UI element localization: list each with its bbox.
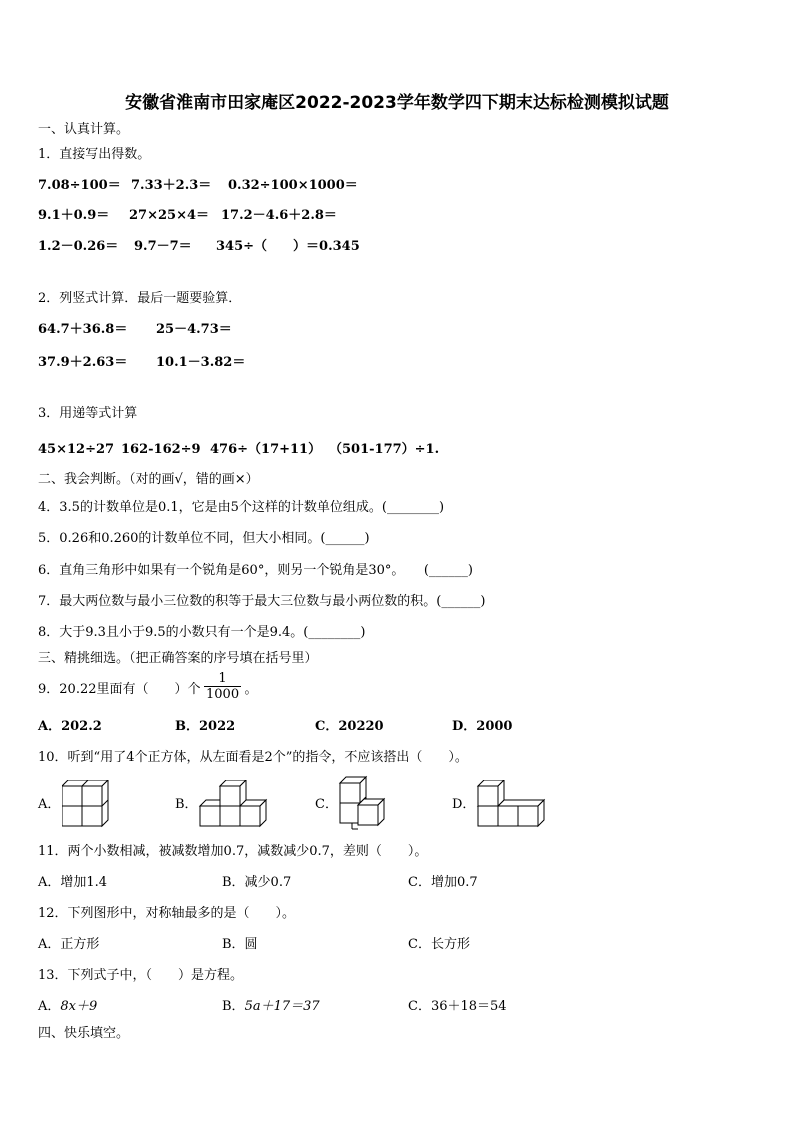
question-12-prompt: 12．下列图形中，对称轴最多的是（ ）。 <box>38 906 296 921</box>
q10-label-b: B． <box>175 797 198 812</box>
cube-figure-b <box>198 780 270 830</box>
q13-label-c: C． <box>408 999 431 1014</box>
q2-item: 25－4.73＝ <box>156 322 232 337</box>
cube-figure-a <box>62 780 112 830</box>
q12-option-c: C．长方形 <box>408 937 470 952</box>
q10-label-d: D． <box>452 797 476 812</box>
q1-row-2 <box>38 208 337 224</box>
q9-option-a: A．202.2 <box>38 719 102 734</box>
q1-item: 1.2－0.26＝ <box>38 239 119 254</box>
section-heading-1: 一、认真计算。 <box>38 122 130 137</box>
q10-label-a: A． <box>38 797 61 812</box>
q13-label-a: A． <box>38 999 61 1014</box>
q12-option-b: B．圆 <box>222 937 258 952</box>
cube-figure-c <box>338 775 390 831</box>
q9-prefix: 9．20.22里面有（ ）个 <box>38 682 201 697</box>
q9-option-c: C．20220 <box>315 719 384 734</box>
q2-item: 64.7＋36.8＝ <box>38 322 128 337</box>
q1-item: 7.08÷100＝ <box>38 178 121 193</box>
q9-suffix: 。 <box>244 682 258 697</box>
q1-row-1 <box>38 178 358 194</box>
q11-option-b: B．减少0.7 <box>222 875 292 890</box>
q9-option-d: D．2000 <box>452 719 513 734</box>
q1-item: 27×25×4＝ <box>129 208 210 223</box>
q3-item: （501-177）÷1. <box>329 442 440 457</box>
q2-item: 10.1－3.82＝ <box>156 355 246 370</box>
q13-option-c <box>408 999 507 1015</box>
q13-expr-c: 36＋18＝54 <box>430 999 507 1014</box>
q1-item: 7.33＋2.3＝ <box>131 178 212 193</box>
question-10-prompt: 10．听到“用了4个正方体，从左面看是2个”的指令，不应该搭出（ ）。 <box>38 750 468 765</box>
q3-item: 476÷（17+11） <box>210 442 322 457</box>
judge-question-8: 8．大于9.3且小于9.5的小数只有一个是9.4。(________) <box>38 625 366 640</box>
question-3-prompt: 3．用递等式计算 <box>38 406 138 421</box>
question-13-prompt: 13．下列式子中，（ ）是方程。 <box>38 968 244 983</box>
q11-option-c: C．增加0.7 <box>408 875 478 890</box>
judge-question-6: 6．直角三角形中如果有一个锐角是60°，则另一个锐角是30°。 (______) <box>38 563 473 578</box>
section-heading-2: 二、我会判断。（对的画√，错的画×） <box>38 472 259 487</box>
q1-row-3 <box>38 239 360 255</box>
q1-item: 17.2－4.6＋2.8＝ <box>221 208 337 223</box>
q10-label-c: C． <box>315 797 338 812</box>
q13-option-a <box>38 999 222 1015</box>
fraction-denominator: 1000 <box>206 687 240 702</box>
q13-expr-a: 8x＋9 <box>60 999 98 1014</box>
section-heading-3: 三、精挑细选。（把正确答案的序号填在括号里） <box>38 651 318 666</box>
page-title: 安徽省淮南市田家庵区2022-2023学年数学四下期末达标检测模拟试题 <box>125 93 669 113</box>
q3-item: 45×12÷27 <box>38 442 115 457</box>
question-2-prompt: 2．列竖式计算．最后一题要验算． <box>38 291 242 306</box>
question-1-prompt: 1．直接写出得数。 <box>38 147 151 162</box>
fraction-numerator: 1 <box>218 671 227 686</box>
q2-item: 37.9＋2.63＝ <box>38 355 128 370</box>
q2-row-2 <box>38 355 245 371</box>
q9-options <box>38 719 512 735</box>
q1-item: 9.7－7＝ <box>134 239 192 254</box>
q12-options <box>38 937 470 953</box>
q2-row-1 <box>38 322 232 338</box>
q13-option-b <box>222 999 408 1015</box>
question-11-prompt: 11．两个小数相减，被减数增加0.7，减数减少0.7，差则（ ）。 <box>38 844 428 859</box>
q9-option-b: B．2022 <box>175 719 236 734</box>
judge-question-5: 5．0.26和0.260的计数单位不同，但大小相同。(______) <box>38 531 370 546</box>
q13-label-b: B． <box>222 999 245 1014</box>
judge-question-7: 7．最大两位数与最小三位数的积等于最大三位数与最小两位数的积。(______) <box>38 594 486 609</box>
q3-item: 162-162÷9 <box>121 442 201 457</box>
q1-item: 345÷（ ）＝0.345 <box>216 239 360 254</box>
q1-item: 0.32÷100×1000＝ <box>228 178 358 193</box>
q12-option-a: A．正方形 <box>38 937 100 952</box>
q13-options <box>38 999 507 1015</box>
q3-row <box>38 442 439 458</box>
q9-fraction <box>204 671 241 702</box>
judge-question-4: 4．3.5的计数单位是0.1，它是由5个这样的计数单位组成。(________) <box>38 500 445 515</box>
section-heading-4: 四、快乐填空。 <box>38 1026 130 1041</box>
q1-item: 9.1＋0.9＝ <box>38 208 110 223</box>
q11-options <box>38 875 478 891</box>
q11-option-a: A．增加1.4 <box>38 875 108 890</box>
cube-figure-d <box>476 780 548 830</box>
q13-expr-b: 5a＋17＝37 <box>244 999 320 1014</box>
